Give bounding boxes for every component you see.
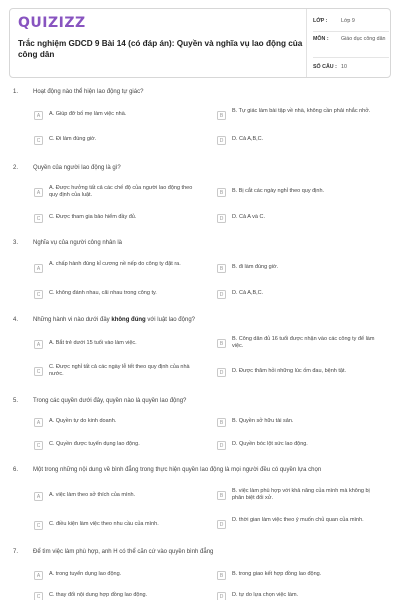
question-number: 2. [13, 165, 19, 171]
option-text: C. thay đổi nội dung hợp đồng lao động. [49, 592, 148, 598]
option-letter-box[interactable]: D [217, 368, 226, 377]
question-header [13, 165, 121, 171]
option-text: A. chấp hành đúng kỉ cương nề nếp do công ty đặt ra. [49, 261, 181, 267]
question-text: Nghĩa vụ của người công nhân là [33, 240, 123, 246]
option-letter-box[interactable]: C [34, 521, 43, 530]
option-letter-box[interactable]: D [217, 290, 226, 299]
option-text: C. không đánh nhau, cãi nhau trong công ty. [49, 290, 157, 296]
option-letter-box[interactable]: A [34, 111, 43, 120]
option-text: C. Được tham gia bảo hiểm đầy đủ. [49, 214, 137, 220]
question-header [13, 240, 122, 246]
option-letter-box[interactable]: D [217, 592, 226, 600]
option-letter-box[interactable]: C [34, 367, 43, 376]
question-text: Trong các quyền dưới đây, quyền nào là quyền lao động? [33, 398, 187, 404]
option-letter-box[interactable]: D [217, 441, 226, 450]
option-text: B. Quyền sở hữu tài sản. [232, 418, 294, 424]
option-text: A. việc làm theo sở thích của mình. [49, 492, 136, 498]
question-text [33, 317, 195, 323]
option-a[interactable] [34, 261, 199, 273]
option-text: A. trong tuyển dụng lao động. [49, 571, 122, 577]
subject-value: Giáo dục công dân [341, 36, 386, 42]
option-d[interactable] [217, 517, 387, 529]
option-d[interactable] [217, 136, 387, 145]
option-b[interactable] [217, 188, 387, 197]
question-number: 4. [13, 317, 19, 323]
subject-row [313, 36, 389, 44]
option-text: A. Quyền tự do kinh doanh. [49, 418, 117, 424]
option-b[interactable] [217, 418, 387, 427]
option-d[interactable] [217, 290, 387, 299]
option-letter-box[interactable]: C [34, 290, 43, 299]
quizizz-logo: QUIZIZZ [18, 15, 86, 31]
option-letter-box[interactable]: D [217, 520, 226, 529]
option-text: B. việc làm phù hợp với khả năng của mình mà không bị phân biệt đối xử. [232, 488, 370, 502]
option-letter-box[interactable]: A [34, 492, 43, 501]
option-text: D. tự do lựa chọn việc làm. [232, 592, 299, 598]
option-letter-box[interactable]: D [217, 214, 226, 223]
option-text: D. Quyền bóc lột sức lao động. [232, 441, 308, 447]
question-text: Quyền của người lao động là gì? [33, 165, 121, 171]
option-a[interactable] [34, 185, 199, 200]
option-letter-box[interactable]: A [34, 188, 43, 197]
option-text: C. Đi làm đúng giờ. [49, 136, 97, 142]
worksheet-title: Trắc nghiệm GDCD 9 Bài 14 (có đáp án): Quyền và nghĩa vụ lao động của công dân [18, 39, 303, 59]
option-text: A. Được hưởng tất cả các chế độ của người lao động theo quy định của luật. [49, 185, 193, 199]
worksheet-header [9, 8, 391, 78]
option-d[interactable] [217, 368, 387, 377]
option-text: D. Cả A và C. [232, 214, 266, 220]
option-text: D. Cả A,B,C. [232, 290, 264, 296]
option-c[interactable] [34, 441, 199, 450]
class-value: Lớp 9 [341, 18, 355, 24]
option-c[interactable] [34, 592, 199, 600]
question-header [13, 549, 213, 555]
option-b[interactable] [217, 264, 387, 273]
option-letter-box[interactable]: B [217, 491, 226, 500]
option-text: D. thời gian làm việc theo ý muốn chủ quan của mình. [232, 517, 364, 523]
option-a[interactable] [34, 340, 199, 349]
option-text: A. Giúp đỡ bố mẹ làm việc nhà. [49, 111, 127, 117]
option-c[interactable] [34, 214, 199, 223]
option-text: B. Tự giác làm bài tập về nhà, không cần phải nhắc nhở. [232, 108, 371, 114]
option-b[interactable] [217, 571, 387, 580]
option-letter-box[interactable]: B [217, 339, 226, 348]
option-text: B. trong giao kết hợp đồng lao động. [232, 571, 322, 577]
option-text: D. Được thăm hỏi những lúc ốm đau, bệnh tật. [232, 368, 347, 374]
question-number: 7. [13, 549, 19, 555]
count-label: SỐ CÂU : [313, 64, 337, 70]
option-letter-box[interactable]: C [34, 592, 43, 600]
option-letter-box[interactable]: B [217, 264, 226, 273]
option-letter-box[interactable]: C [34, 441, 43, 450]
option-d[interactable] [217, 441, 387, 450]
count-value: 10 [341, 64, 347, 70]
option-letter-box[interactable]: A [34, 340, 43, 349]
option-letter-box[interactable]: B [217, 418, 226, 427]
option-letter-box[interactable]: A [34, 264, 43, 273]
question-text: Hoạt động nào thể hiện lao động tự giác? [33, 89, 144, 95]
question-header [13, 467, 321, 473]
question-text: Để tìm việc làm phù hợp, anh H có thể căn cứ vào quyền bình đẳng [33, 549, 214, 555]
question-number: 6. [13, 467, 19, 473]
question-emphasis: không đúng [111, 317, 146, 323]
question-header [13, 317, 195, 323]
count-row [313, 64, 389, 72]
option-d[interactable] [217, 214, 387, 223]
option-text: B. Bị cắt các ngày nghỉ theo quy định. [232, 188, 325, 194]
option-text: C. Được nghỉ tất cả các ngày lễ tết theo quy định của nhà nước. [49, 364, 190, 378]
question-header [13, 89, 143, 95]
option-letter-box[interactable]: B [217, 188, 226, 197]
meta-divider [313, 57, 389, 58]
question-number: 3. [13, 240, 19, 246]
option-a[interactable] [34, 571, 199, 580]
class-label: LỚP : [313, 18, 328, 24]
option-letter-box[interactable]: C [34, 136, 43, 145]
option-text: C. Quyền được tuyển dụng lao động. [49, 441, 140, 447]
option-letter-box[interactable]: C [34, 214, 43, 223]
worksheet-meta [306, 9, 391, 78]
option-a[interactable] [34, 492, 199, 501]
option-text: D. Cả A,B,C. [232, 136, 264, 142]
option-b[interactable] [217, 108, 387, 120]
question-text-part: Những hành vi nào dưới đây [33, 317, 112, 323]
option-c[interactable] [34, 290, 199, 299]
meta-divider [313, 31, 389, 32]
class-row [313, 18, 389, 26]
question-text-part: với luật lao động? [145, 317, 195, 323]
option-text: A. Bắt trẻ dưới 15 tuổi vào làm việc. [49, 340, 137, 346]
option-c[interactable] [34, 364, 199, 379]
option-letter-box[interactable]: B [217, 571, 226, 580]
question-text: Một trong những nội dung về bình đẳng trong thực hiện quyền lao động là mọi người đều có quyền lựa chọn [33, 467, 322, 473]
option-text: B. Công dân đủ 16 tuổi được nhận vào các công ty để làm việc. [232, 336, 375, 350]
option-letter-box[interactable]: B [217, 111, 226, 120]
option-text: C. điều kiện làm việc theo nhu cầu của mình. [49, 521, 159, 527]
question-number: 1. [13, 89, 19, 95]
question-header [13, 398, 186, 404]
option-c[interactable] [34, 521, 199, 530]
option-b[interactable] [217, 488, 387, 503]
subject-label: MÔN : [313, 36, 329, 42]
option-letter-box[interactable]: D [217, 136, 226, 145]
option-c[interactable] [34, 136, 199, 145]
option-b[interactable] [217, 336, 387, 351]
option-text: B. đi làm đúng giờ. [232, 264, 279, 270]
question-number: 5. [13, 398, 19, 404]
option-d[interactable] [217, 592, 387, 600]
option-a[interactable] [34, 111, 199, 120]
option-letter-box[interactable]: A [34, 571, 43, 580]
option-a[interactable] [34, 418, 199, 427]
option-letter-box[interactable]: A [34, 418, 43, 427]
